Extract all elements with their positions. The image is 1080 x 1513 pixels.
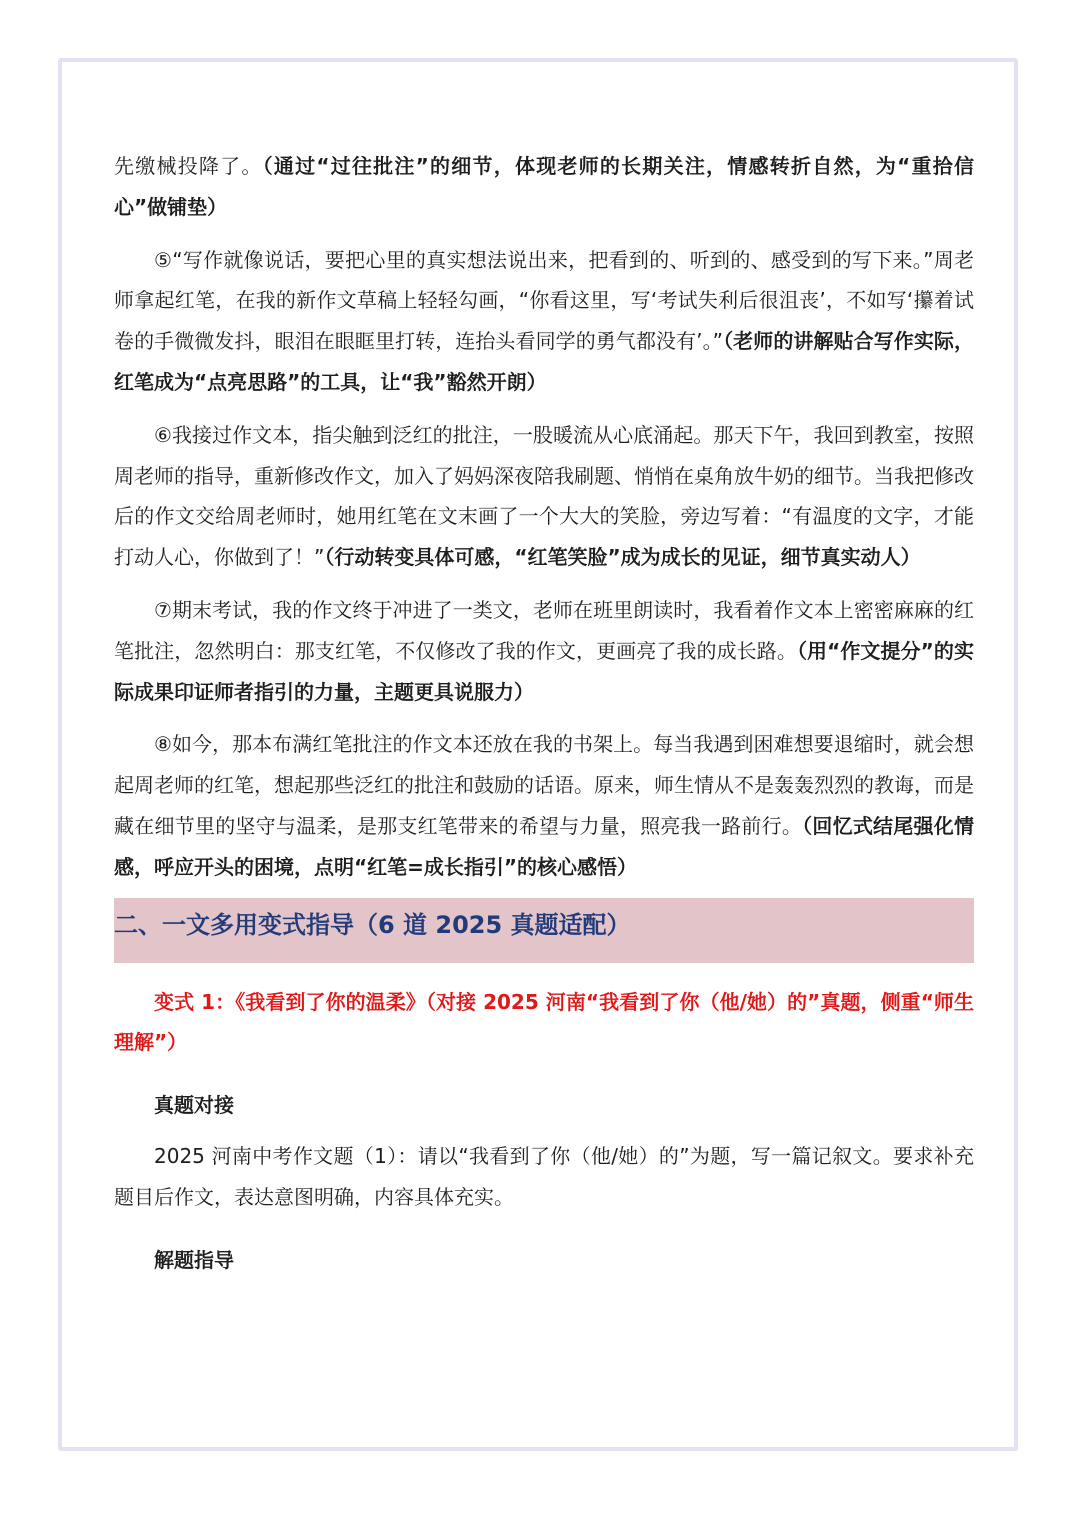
paragraph-annotation: （通过“过往批注”的细节，体现老师的长期关注，情感转折自然，为“重拾信心”做铺垫） [114, 154, 975, 219]
paragraph-6 [114, 415, 974, 578]
section-heading: 二、一文多用变式指导（6 道 2025 真题适配） [114, 898, 974, 963]
real-question-text: 2025 河南中考作文题（1）：请以“我看到了你（他/她）的”为题，写一篇记叙文。要求补充题目后作文，表达意图明确，内容具体充实。 [114, 1143, 974, 1209]
paragraph-annotation: （用“作文提分”的实际成果印证师者指引的力量，主题更具说服力） [114, 638, 975, 704]
document-body [114, 146, 974, 1280]
paragraph-annotation: （回忆式结尾强化情感，呼应开头的困境，点明“红笔=成长指引”的核心感悟） [114, 813, 975, 879]
paragraph-annotation: （老师的讲解贴合写作实际，红笔成为“点亮思路”的工具，让“我”豁然开朗） [114, 329, 975, 394]
paragraph-text: ⑤“写作就像说话，要把心里的真实想法说出来，把看到的、听到的、感受到的写下来。”周老师拿起红笔，在我的新作文草稿上轻轻勾画，“你看这里，写‘考试失利后很沮丧’，不如写‘攥着试卷的手微微发抖，眼泪在眼眶里打转，连抬头看同学的勇气都没有’。” [114, 247, 974, 354]
paragraph-annotation: （行动转变具体可感，“红笔笑脸”成为成长的见证，细节真实动人） [324, 545, 921, 570]
paragraph-5 [114, 240, 974, 403]
paragraph-continued [114, 146, 974, 228]
paragraph-text: 先缴械投降了。 [114, 154, 263, 178]
paragraph-text: ⑦期末考试，我的作文终于冲进了一类文，老师在班里朗读时，我看着作文本上密密麻麻的红笔批注，忽然明白：那支红笔，不仅修改了我的作文，更画亮了我的成长路。 [114, 597, 974, 663]
paragraph-text: ⑥我接过作文本，指尖触到泛红的批注，一股暖流从心底涌起。那天下午，我回到教室，按照周老师的指导，重新修改作文，加入了妈妈深夜陪我刷题、悄悄在桌角放牛奶的细节。当我把修改后的作文交给周老师时，她用红笔在文末画了一个大大的笑脸，旁边写着：“有温度的文字，才能打动人心，你做到了！” [114, 422, 974, 570]
document-page [58, 58, 1018, 1451]
real-question-heading: 真题对接 [154, 1093, 234, 1118]
variant-title: 变式 1：《我看到了你的温柔》（对接 2025 河南“我看到了你（他/她）的”真题，侧重“师生理解”） [114, 989, 974, 1055]
guidance-heading: 解题指导 [154, 1247, 234, 1272]
paragraph-text: ⑧如今，那本布满红笔批注的作文本还放在我的书架上。每当我遇到困难想要退缩时，就会想起周老师的红笔，想起那些泛红的批注和鼓励的话语。原来，师生情从不是轰轰烈烈的教诲，而是藏在细节里的坚守与温柔，是那支红笔带来的希望与力量，照亮我一路前行。 [114, 732, 974, 838]
paragraph-7 [114, 590, 974, 712]
paragraph-8 [114, 724, 974, 887]
